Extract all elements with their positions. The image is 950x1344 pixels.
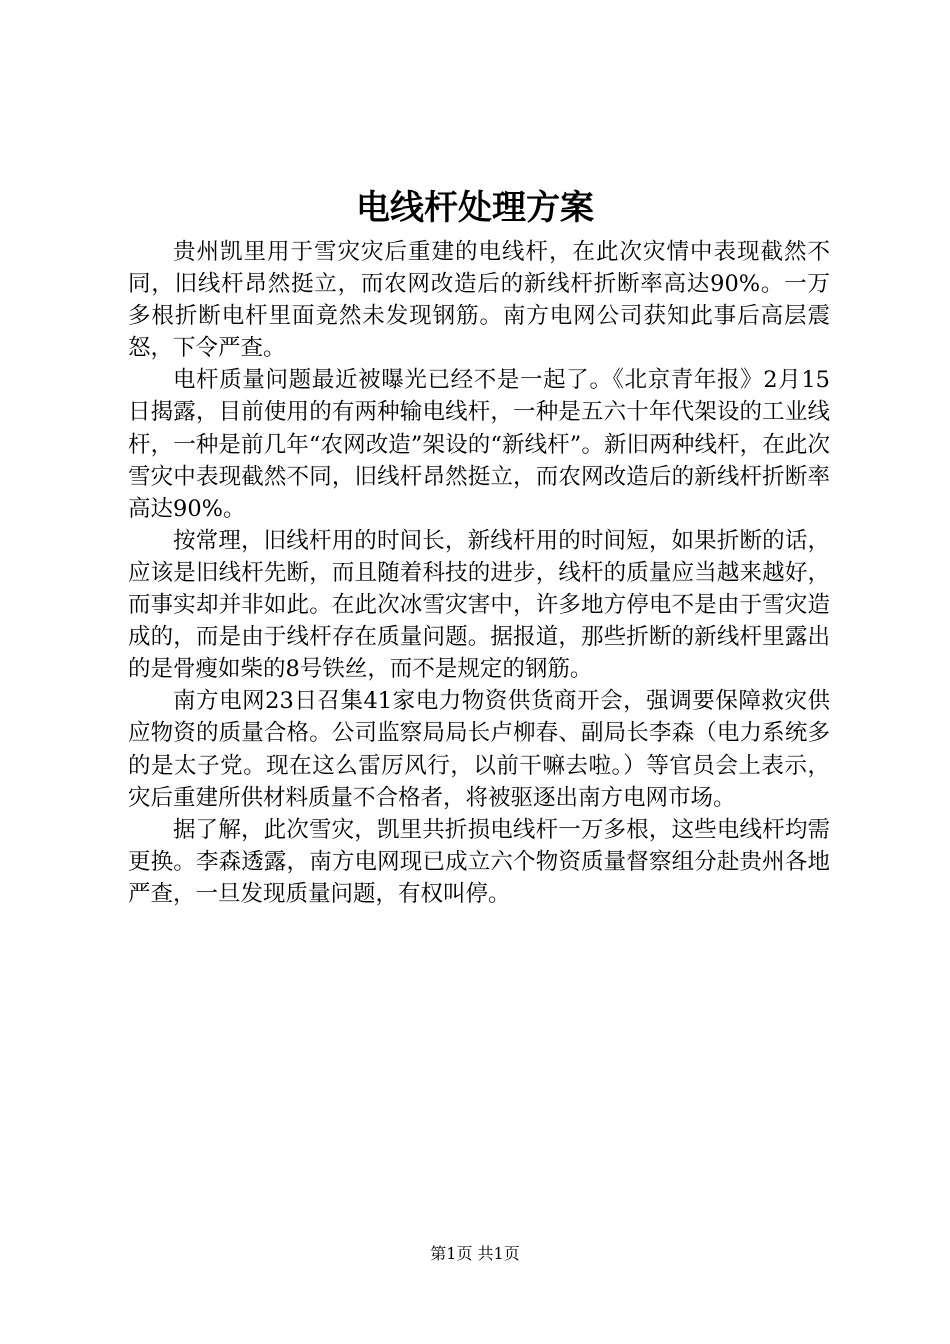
paragraph-4: 南方电网23日召集41家电力物资供货商开会，强调要保障救灾供应物资的质量合格。公司监察局局长卢柳春、副局长李森（电力系统多的是太子党。现在这么雷厉风行，以前干嘛去啦。）等官员会上表示，灾后重建所供材料质量不合格者，将被驱逐出南方电网市场。 <box>128 688 830 811</box>
document-body <box>128 236 830 910</box>
paragraph-5: 据了解，此次雪灾，凯里共折损电线杆一万多根，这些电线杆均需更换。李森透露，南方电网现已成立六个物资质量督察组分赴贵州各地严查，一旦发现质量问题，有权叫停。 <box>128 816 830 907</box>
paragraph-2: 电杆质量问题最近被曝光已经不是一起了。《北京青年报》2月15日揭露，目前使用的有两种输电线杆，一种是五六十年代架设的工业线杆，一种是前几年“农网改造”架设的“新线杆”。新旧两种线杆，在此次雪灾中表现截然不同，旧线杆昂然挺立，而农网改造后的新线杆折断率高达90%。 <box>128 367 830 522</box>
document-title: 电线杆处理方案 <box>356 188 594 228</box>
paragraph-1: 贵州凯里用于雪灾灾后重建的电线杆，在此次灾情中表现截然不同，旧线杆昂然挺立，而农网改造后的新线杆折断率高达90%。一万多根折断电杆里面竟然未发现钢筋。南方电网公司获知此事后高层震怒，下令严查。 <box>128 239 830 362</box>
page-footer: 第1页 共1页 <box>430 1244 520 1263</box>
paragraph-3: 按常理，旧线杆用的时间长，新线杆用的时间短，如果折断的话，应该是旧线杆先断，而且随着科技的进步，线杆的质量应当越来越好，而事实却并非如此。在此次冰雪灾害中，许多地方停电不是由于雪灾造成的，而是由于线杆存在质量问题。据报道，那些折断的新线杆里露出的是骨瘦如柴的8号铁丝，而不是规定的钢筋。 <box>128 527 830 683</box>
